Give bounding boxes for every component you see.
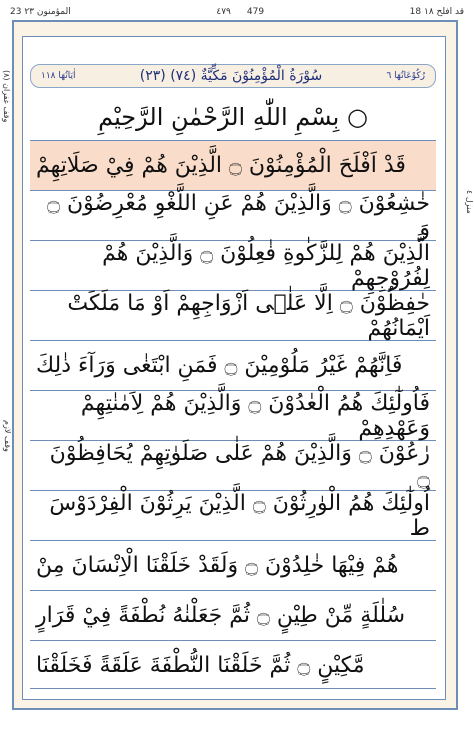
verse-line: قَدْ اَفْلَحَ الْمُؤْمِنُوْنَ ۝ الَّذِيْنَ هُمْ فِيْ صَلَاتِهِمْ — [30, 140, 436, 190]
bismillah: بِسْمِ اللّٰهِ الرَّحْمٰنِ الرَّحِيْمِ ○ — [98, 103, 368, 131]
verse-line: فَاُولٰٓئِكَ هُمُ الْعٰدُوْنَ ۝ وَالَّذِيْنَ هُمْ لِاَمٰنٰتِهِمْ وَعَهْدِهِمْ — [30, 390, 436, 440]
right-margin-note: منزل ٤ — [465, 190, 474, 214]
page-topbar — [10, 4, 464, 20]
verse-line: خٰشِعُوْنَ ۝ وَالَّذِيْنَ هُمْ عَنِ اللَّغْوِ مُعْرِضُوْنَ ۝ وَ — [30, 190, 436, 240]
verse-line: هُمْ فِيْهَا خٰلِدُوْنَ ۝ وَلَقَدْ خَلَقْنَا الْاِنْسَانَ مِنْ — [30, 540, 436, 590]
topbar-left: 23 المؤمنون ٢٣ — [10, 7, 71, 17]
verse-lines — [30, 140, 436, 690]
verse-line: مَّكِيْنٍ ۝ ثُمَّ خَلَقْنَا النُّطْفَةَ عَلَقَةً فَخَلَقْنَا — [30, 640, 436, 690]
verse-line: فَاِنَّهُمْ غَيْرُ مَلُوْمِيْنَ ۝ فَمَنِ ابْتَغٰى وَرَآءَ ذٰلِكَ — [30, 340, 436, 390]
ayat-count: اٰيَاتُهَا ١١٨ — [41, 71, 76, 81]
surah-header — [30, 64, 436, 88]
bottom-rule — [30, 688, 436, 689]
page-number: 479 — [246, 7, 265, 17]
verse-line: الَّذِيْنَ هُمْ لِلزَّكٰوةِ فٰعِلُوْنَ ۝ وَالَّذِيْنَ هُمْ لِفُرُوْجِهِمْ — [30, 240, 436, 290]
verse-line: رٰعُوْنَ ۝ وَالَّذِيْنَ هُمْ عَلٰى صَلَوٰتِهِمْ يُحَافِظُوْنَ ۝ — [30, 440, 436, 490]
topbar-center — [216, 7, 264, 17]
ruku-count: رُكُوْعَاتُهَا ٦ — [386, 71, 425, 81]
topbar-right: 18 قد افلح ١٨ — [409, 7, 464, 17]
verse-line: حٰفِظُوْنَ ۝ اِلَّا عَلٰۤى اَزْوَاجِهِمْ اَوْ مَا مَلَكَتْ اَيْمَانُهُمْ — [30, 290, 436, 340]
verse-line: سُلٰلَةٍ مِّنْ طِيْنٍ ۝ ثُمَّ جَعَلْنٰهُ نُطْفَةً فِيْ قَرَارٍ — [30, 590, 436, 640]
left-top-note: (٨) وقف غفران — [2, 70, 11, 123]
surah-title: (٢٣) سُوْرَةُ الْمُؤْمِنُوْنَ مَكِّيَّةٌ (٧٤) — [139, 68, 323, 84]
verse-line: اُولٰٓئِكَ هُمُ الْوٰرِثُوْنَ ۝ الَّذِيْنَ يَرِثُوْنَ الْفِرْدَوْسَ ط — [30, 490, 436, 540]
page-number-arabic: ٤٧٩ — [216, 7, 231, 17]
left-margin-note: وقف لازم — [3, 420, 12, 452]
